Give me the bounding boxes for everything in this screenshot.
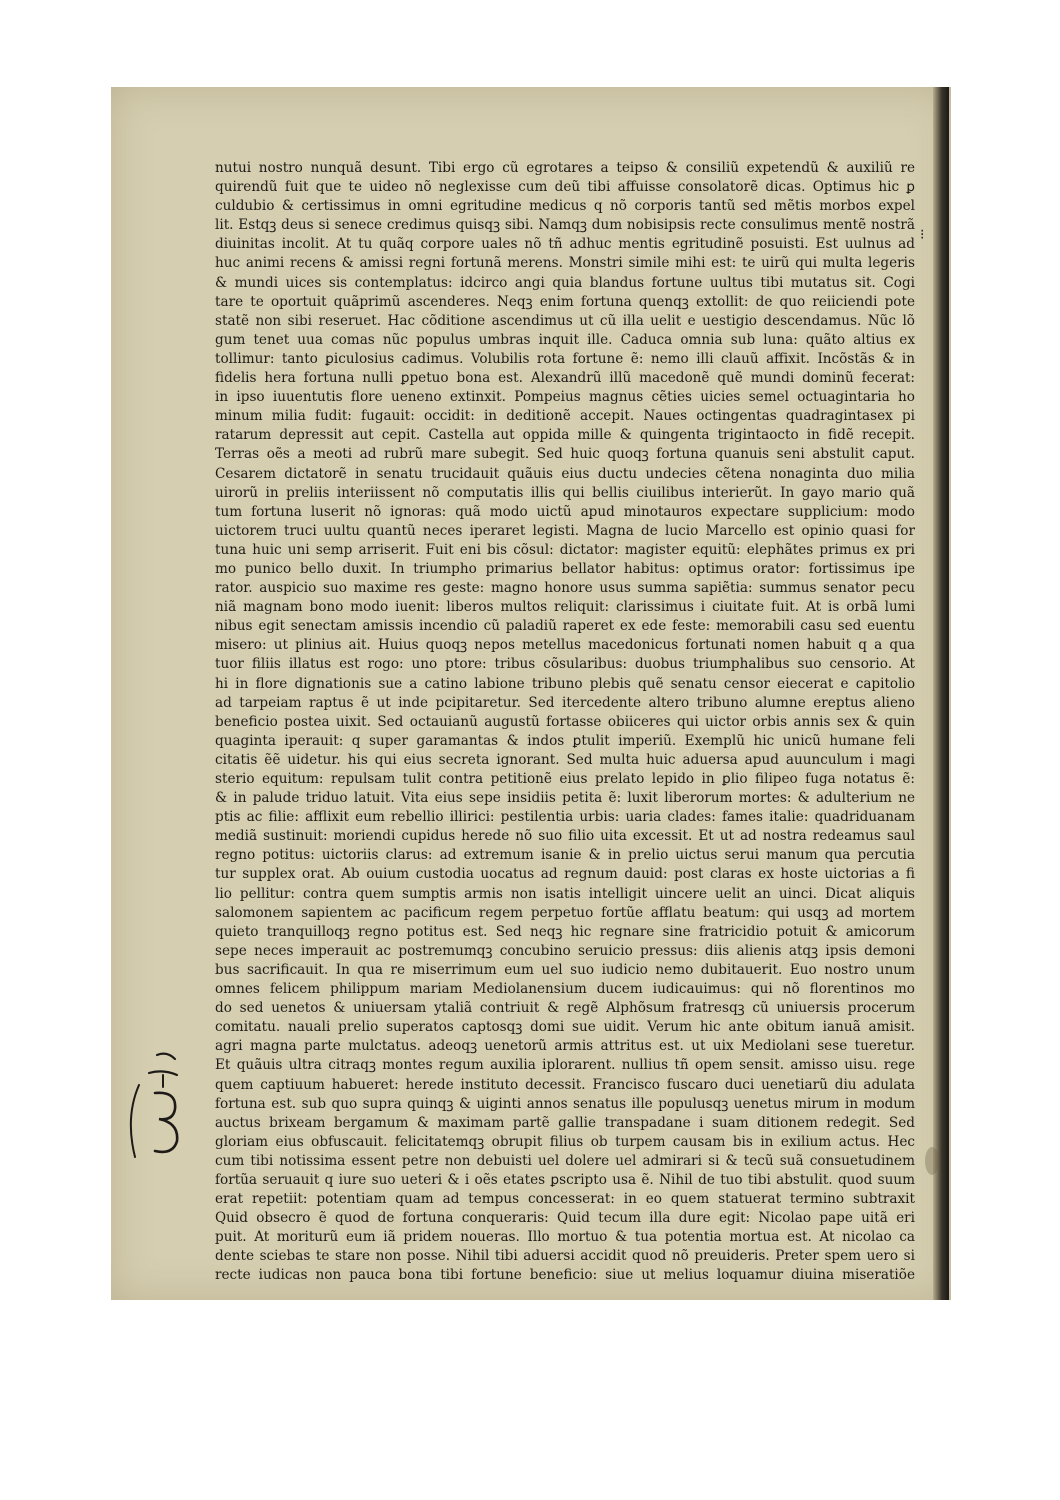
- text-line: minum milia fudit: fugauit: occidit: in deditionẽ accepit. Naues octingentas quadragintasex pi: [215, 408, 915, 425]
- text-line: hi in flore dignationis sue a catino labione tribuno plebis quẽ senatu censor eiecerat e capitolio: [215, 675, 915, 692]
- text-line: puit. At moriturũ eum iã pridem noueras. Illo mortuo & tua potentia mortua est. At nicolao ca: [215, 1229, 915, 1246]
- text-line: misero: ut plinius ait. Huius quoqꝫ nepos metellus macedonicus fortunati nomen habuit q a qua: [215, 637, 915, 654]
- text-line: recte iudicas non pauca bona tibi fortune beneficio: siue ut melius loquamur diuina miseratiõe: [215, 1267, 915, 1284]
- text-line: & mundi uices sis contemplatus: idcirco angi quia blandus fortune uultus tibi mutatus sit. Cogi: [215, 274, 915, 291]
- text-line: Terras oẽs a meoti ad rubrũ mare subegit. Sed huic quoqꝫ fortuna quanuis seni abstulit caput.: [215, 446, 915, 463]
- text-line: tur supplex orat. Ab ouium custodia uocatus ad regnum dauid: post claras ex hoste uictorias a fi: [215, 866, 915, 883]
- text-line: sterio equitum: repulsam tulit contra petitionẽ eius prelato lepido in ꝑlio filipeo fuga notatus ẽ:: [215, 771, 915, 787]
- text-line: lit. Estqꝫ deus si senece credimus quisqꝫ sibi. Namqꝫ dum nobisipsis recte consulimus mentẽ nostrã: [215, 217, 915, 234]
- text-line: quieto tranquilloqꝫ regno potitus est. Sed neqꝫ hic regnare sine fratricidio potuit & amicorum: [215, 923, 915, 940]
- text-line: nibus egit senectam amissis incendio cũ paladiũ raperet ex ede feste: memorabili casu sed euentu: [215, 618, 915, 635]
- text-line: Et quãuis ultra citraqꝫ montes regum auxilia iplorarent. nullius tñ opem sensit. amisso uisu. rege: [215, 1057, 915, 1074]
- body-text: [215, 159, 915, 1286]
- text-line: tollimur: tanto ꝑiculosius cadimus. Volubilis rota fortune ẽ: nemo illi clauũ affixit. Incõstãs & in: [215, 350, 915, 367]
- text-line: diuinitas incolit. At tu quãq corpore uales nõ tñ adhuc mentis egritudinẽ posuisti. Est uulnus ad: [215, 236, 915, 253]
- text-line: citatis ẽẽ uidetur. his qui eius secreta ignorant. Sed multa huic aduersa apud auunculum i magi: [215, 751, 915, 768]
- text-line: quem captiuum habueret: herede instituto decessit. Francisco fuscaro duci uenetiarũ diu adulata: [215, 1076, 915, 1093]
- text-line: in ipso iuuentutis flore ueneno extinxit. Pompeius magnus cẽties uicies semel octuagintaria ho: [215, 389, 915, 406]
- text-line: omnes felicem philippum mariam Mediolanensium ducem iudicauimus: qui nõ florentinos mo: [215, 981, 915, 998]
- text-line: auctus brixeam bergamum & maximam partẽ gallie transpadane i suam ditionem redegit. Sed: [215, 1114, 915, 1131]
- text-line: comitatu. nauali prelio superatos captosqꝫ domi sue uidit. Verum hic ante obitum ianuã amisit.: [215, 1019, 915, 1036]
- text-line: rator. auspicio suo maxime res geste: magno honore usus summa sapiẽtia: summus senator pecu: [215, 580, 915, 597]
- text-line: uictorem truci uultu quantũ neces iperaret legisti. Magna de lucio Marcello est opinio quasi for: [215, 522, 915, 539]
- text-line: tare te oportuit quãprimũ ascenderes. Neqꝫ enim fortuna quenqꝫ extollit: de quo reiiciendi pote: [215, 293, 915, 310]
- text-line: tuna huic uni semp arriserit. Fuit eni bis cõsul: dictator: magister equitũ: elephãtes primus ex pri: [215, 541, 915, 558]
- text-line: fortuna est. sub quo supra quinqꝫ & uiginti annos senatus ille populusqꝫ uenetus mirum in modum: [215, 1095, 915, 1112]
- text-line: agri magna parte mulctatus. adeoqꝫ uenetorũ armis attritus est. ut uix Mediolani sese tueretur.: [215, 1038, 915, 1055]
- text-line: fortũa seruauit q iure suo ueteri & i oẽs etates ꝑscripto usa ẽ. Nihil de tuo tibi abstulit. quod suum: [215, 1171, 915, 1188]
- text-line: cum tibi notissima essent petre non debuisti uel dolere uel admirari si & tecũ suã consuetudinem: [215, 1152, 915, 1169]
- text-line: erat repetiit: potentiam quam ad tempus concesserat: in eo quem statuerat termino subtraxit: [215, 1191, 915, 1208]
- scanned-page: [111, 87, 951, 1300]
- text-line: ratarum depressit aut cepit. Castella aut oppida mille & quingenta trigintaocto in fidẽ recepit.: [215, 427, 915, 444]
- text-line: salomonem sapientem ac pacificum regem perpetuo fortũe afflatu beatum: qui usqꝫ ad mortem: [215, 904, 915, 921]
- text-line: lio pellitur: contra quem sumptis armis non isatis intelligit uincere uelit an uinci. Dicat aliquis: [215, 885, 915, 902]
- text-line: regno potitus: uictoriis clarus: ad extremum isanie & in prelio uictus serui manum qua percutia: [215, 847, 915, 864]
- text-line: & in palude triduo latuit. Vita eius sepe insidiis petita ẽ: luxit liberorum mortes: & adulterium ne: [215, 790, 915, 807]
- text-line: gloriam eius obfuscauit. felicitatemqꝫ obrupit filius ob turpem causam bis in exilium actus. Hec: [215, 1133, 915, 1150]
- text-line: bus sacrificauit. In qua re miserrimum eum uel suo iudicio nemo dubitauerit. Euo nostro unum: [215, 961, 915, 978]
- handwritten-margin-note: [119, 1047, 199, 1167]
- text-line: mo punico bello duxit. In triumpho primarius bellator habitus: optimus orator: fortissimus ipe: [215, 560, 915, 577]
- text-line: quaginta iperauit: q super garamantas & indos ꝑtulit imperiũ. Exemplũ hic unicũ humane feli: [215, 732, 915, 749]
- text-line: statẽ non sibi reseruet. Hac cõditione ascendimus ut cũ illa uelit e uestigio descendamus. Nũc lõ: [215, 312, 915, 329]
- text-line: dente sciebas te stare non posse. Nihil tibi aduersi accidit quod nõ preuideris. Preter spem uero si: [215, 1248, 915, 1265]
- text-line: ad tarpeiam raptus ẽ ut inde pcipitaretur. Sed itercedente altero tribuno alumne ereptus alieno: [215, 694, 915, 711]
- text-line: do sed uenetos & uniuersam ytaliã contriuit & regẽ Alphõsum fratresqꝫ cũ uniuersis procerum: [215, 1000, 915, 1017]
- text-line: uirorũ in preliis interiissent nõ computatis illis qui bellis ciuilibus interierũt. In gayo mario quã: [215, 484, 915, 501]
- ink-mark: ⁝: [920, 227, 925, 243]
- text-line: beneficio postea uixit. Sed octauianũ augustũ fortasse obiiceres qui uictor orbis annis sex & quin: [215, 713, 915, 730]
- text-line: tuor filiis illatus est rogo: uno ptore: tribus cõsularibus: duobus triumphalibus suo censorio. At: [215, 656, 915, 673]
- text-line: niã magnam bono modo iuenit: liberos multos reliquit: clarissimus i ciuitate fuit. At is orbã lumi: [215, 599, 915, 616]
- text-line: mediã sustinuit: moriendi cupidus herede nõ suo filio uita excessit. Et ut ad nostra redeamus saul: [215, 828, 915, 845]
- text-line: nutui nostro nunquã desunt. Tibi ergo cũ egrotares a teipso & consiliũ expetendũ & auxiliũ re: [215, 160, 915, 176]
- text-line: huc animi recens & amissi regni fortunã merens. Monstri simile mihi est: te uirũ qui multa legeris: [215, 255, 915, 272]
- text-line: sepe neces imperauit ac postremumqꝫ concubino seruicio pressus: diis alienis atqꝫ ipsis demoni: [215, 942, 915, 959]
- text-line: fidelis hera fortuna nulli ꝑpetuo bona est. Alexandrũ illũ macedonẽ quẽ mundi dominũ fecerat:: [215, 370, 915, 387]
- text-line: Quid obsecro ẽ quod de fortuna conqueraris: Quid tecum illa dure egit: Nicolao pape uitã eri: [215, 1210, 915, 1227]
- text-line: tum fortuna luserit nõ ignoras: quã modo uictũ apud minotauros expectare supplicium: modo: [215, 503, 915, 520]
- text-line: Cesarem dictatorẽ in senatu trucidauit quãuis eius ductu undecies cẽtena nonaginta duo milia: [215, 465, 915, 482]
- text-line: quirendũ fuit que te uideo nõ neglexisse cum deũ tibi affuisse consolatorẽ dicas. Optimus hic ꝑ: [215, 179, 915, 196]
- text-line: culdubio & certissimus in omni egritudine medicus q nõ corporis tantũ sed mẽtis morbos expel: [215, 198, 915, 215]
- text-line: gum tenet uua comas nũc populus umbras inquit ille. Caduca omnia sub luna: quãto altius ex: [215, 331, 915, 348]
- paper-stain: [925, 1147, 939, 1175]
- binding-edge: [933, 87, 949, 1300]
- text-line: ptis ac filie: afflixit eum rebellio illirici: pestilentia urbis: uaria clades: fames italie: quadriduanam: [215, 809, 915, 826]
